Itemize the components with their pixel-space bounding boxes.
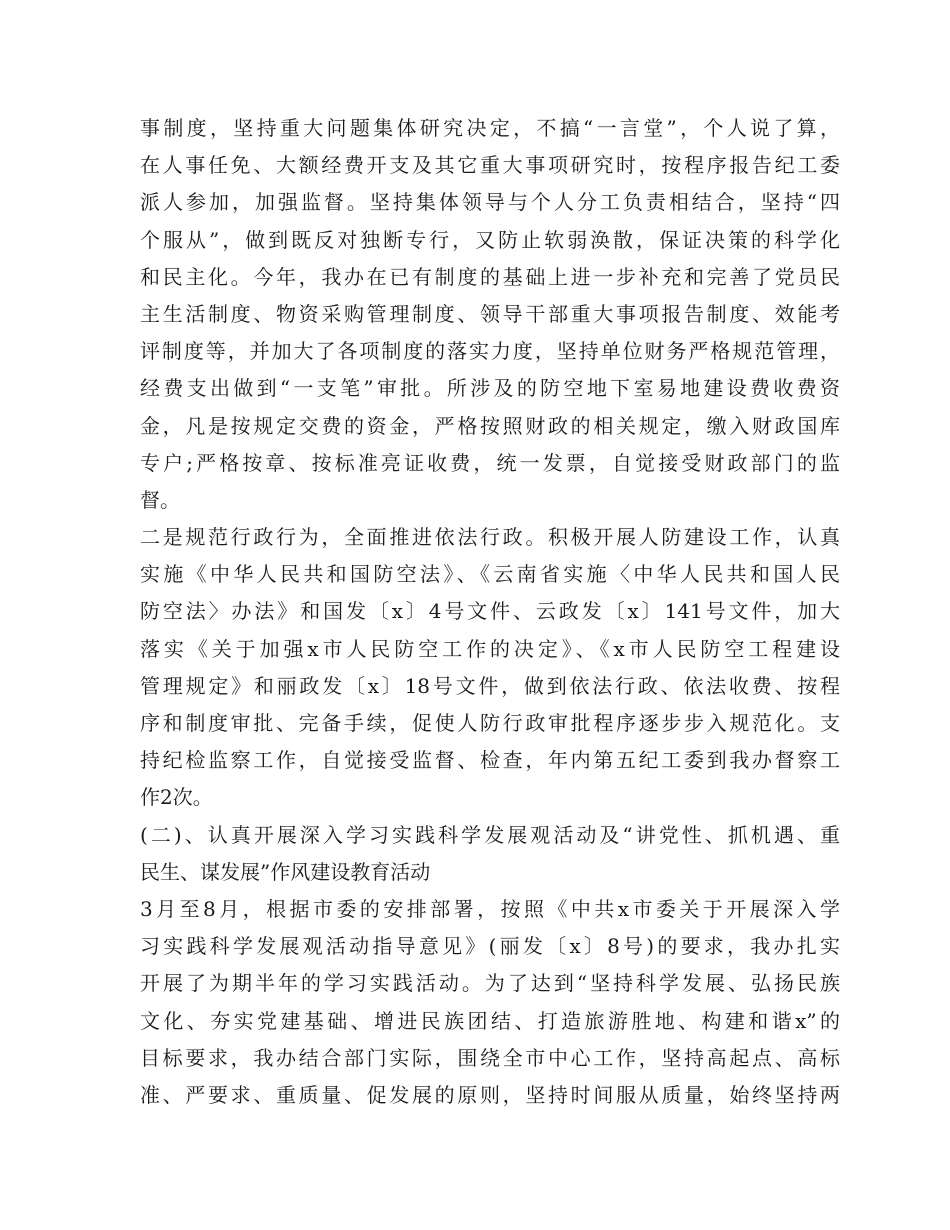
- text-line: 金，凡是按规定交费的资金，严格按照财政的相关规定，缴入财政国库: [140, 413, 840, 438]
- text-line: 在人事任免、大额经费开支及其它重大事项研究时，按程序报告纪工委: [140, 153, 840, 178]
- text-line: 持纪检监察工作，自觉接受监督、检查，年内第五纪工委到我办督察工: [140, 748, 840, 773]
- text-line: 准、严要求、重质量、促发展的原则，坚持时间服从质量，始终坚持两: [140, 1082, 840, 1107]
- text-line: 落实《关于加强x市人民防空工作的决定》、《x市人民防空工程建设: [140, 636, 840, 661]
- text-line: 作2次。: [140, 785, 213, 810]
- text-line: 评制度等，并加大了各项制度的落实力度，坚持单位财务严格规范管理，: [140, 339, 840, 364]
- text-line: 专户;严格按章、按标准亮证收费，统一发票，自觉接受财政部门的监: [140, 450, 840, 475]
- text-line: 派人参加，加强监督。坚持集体领导与个人分工负责相结合，坚持“四: [140, 190, 840, 215]
- text-line: 开展了为期半年的学习实践活动。为了达到“坚持科学发展、弘扬民族: [140, 971, 840, 996]
- text-line: 习实践科学发展观活动指导意见》(丽发〔x〕8号)的要求，我办扎实: [140, 934, 840, 959]
- text-line: 经费支出做到“一支笔”审批。所涉及的防空地下室易地建设费收费资: [140, 376, 840, 401]
- text-line: 民生、谋发展”作风建设教育活动: [140, 859, 431, 884]
- text-line: (二)、认真开展深入学习实践科学发展观活动及“讲党性、抓机遇、重: [140, 822, 840, 847]
- text-line: 实施《中华人民共和国防空法》、《云南省实施〈中华人民共和国人民: [140, 562, 840, 587]
- text-line: 管理规定》和丽政发〔x〕18号文件，做到依法行政、依法收费、按程: [140, 673, 840, 698]
- text-line: 防空法〉办法》和国发〔x〕4号文件、云政发〔x〕141号文件，加大: [140, 599, 840, 624]
- text-line: 文化、夯实党建基础、增进民族团结、打造旅游胜地、构建和谐x”的: [140, 1008, 840, 1033]
- text-line: 二是规范行政行为，全面推进依法行政。积极开展人防建设工作，认真: [140, 525, 840, 550]
- text-line: 序和制度审批、完备手续，促使人防行政审批程序逐步步入规范化。支: [140, 711, 840, 735]
- text-line: 督。: [140, 487, 180, 512]
- text-line: 3月至8月，根据市委的安排部署，按照《中共x市委关于开展深入学: [140, 896, 840, 921]
- text-line: 个服从”，做到既反对独断专行，又防止软弱涣散，保证决策的科学化: [140, 227, 840, 252]
- text-line: 主生活制度、物资采购管理制度、领导干部重大事项报告制度、效能考: [140, 301, 840, 326]
- text-line: 和民主化。今年，我办在已有制度的基础上进一步补充和完善了党员民: [140, 264, 840, 289]
- text-line: 事制度，坚持重大问题集体研究决定，不搞“一言堂”，个人说了算，: [140, 116, 840, 140]
- text-line: 目标要求，我办结合部门实际，围绕全市中心工作，坚持高起点、高标: [140, 1045, 840, 1070]
- body-text: [140, 110, 840, 1114]
